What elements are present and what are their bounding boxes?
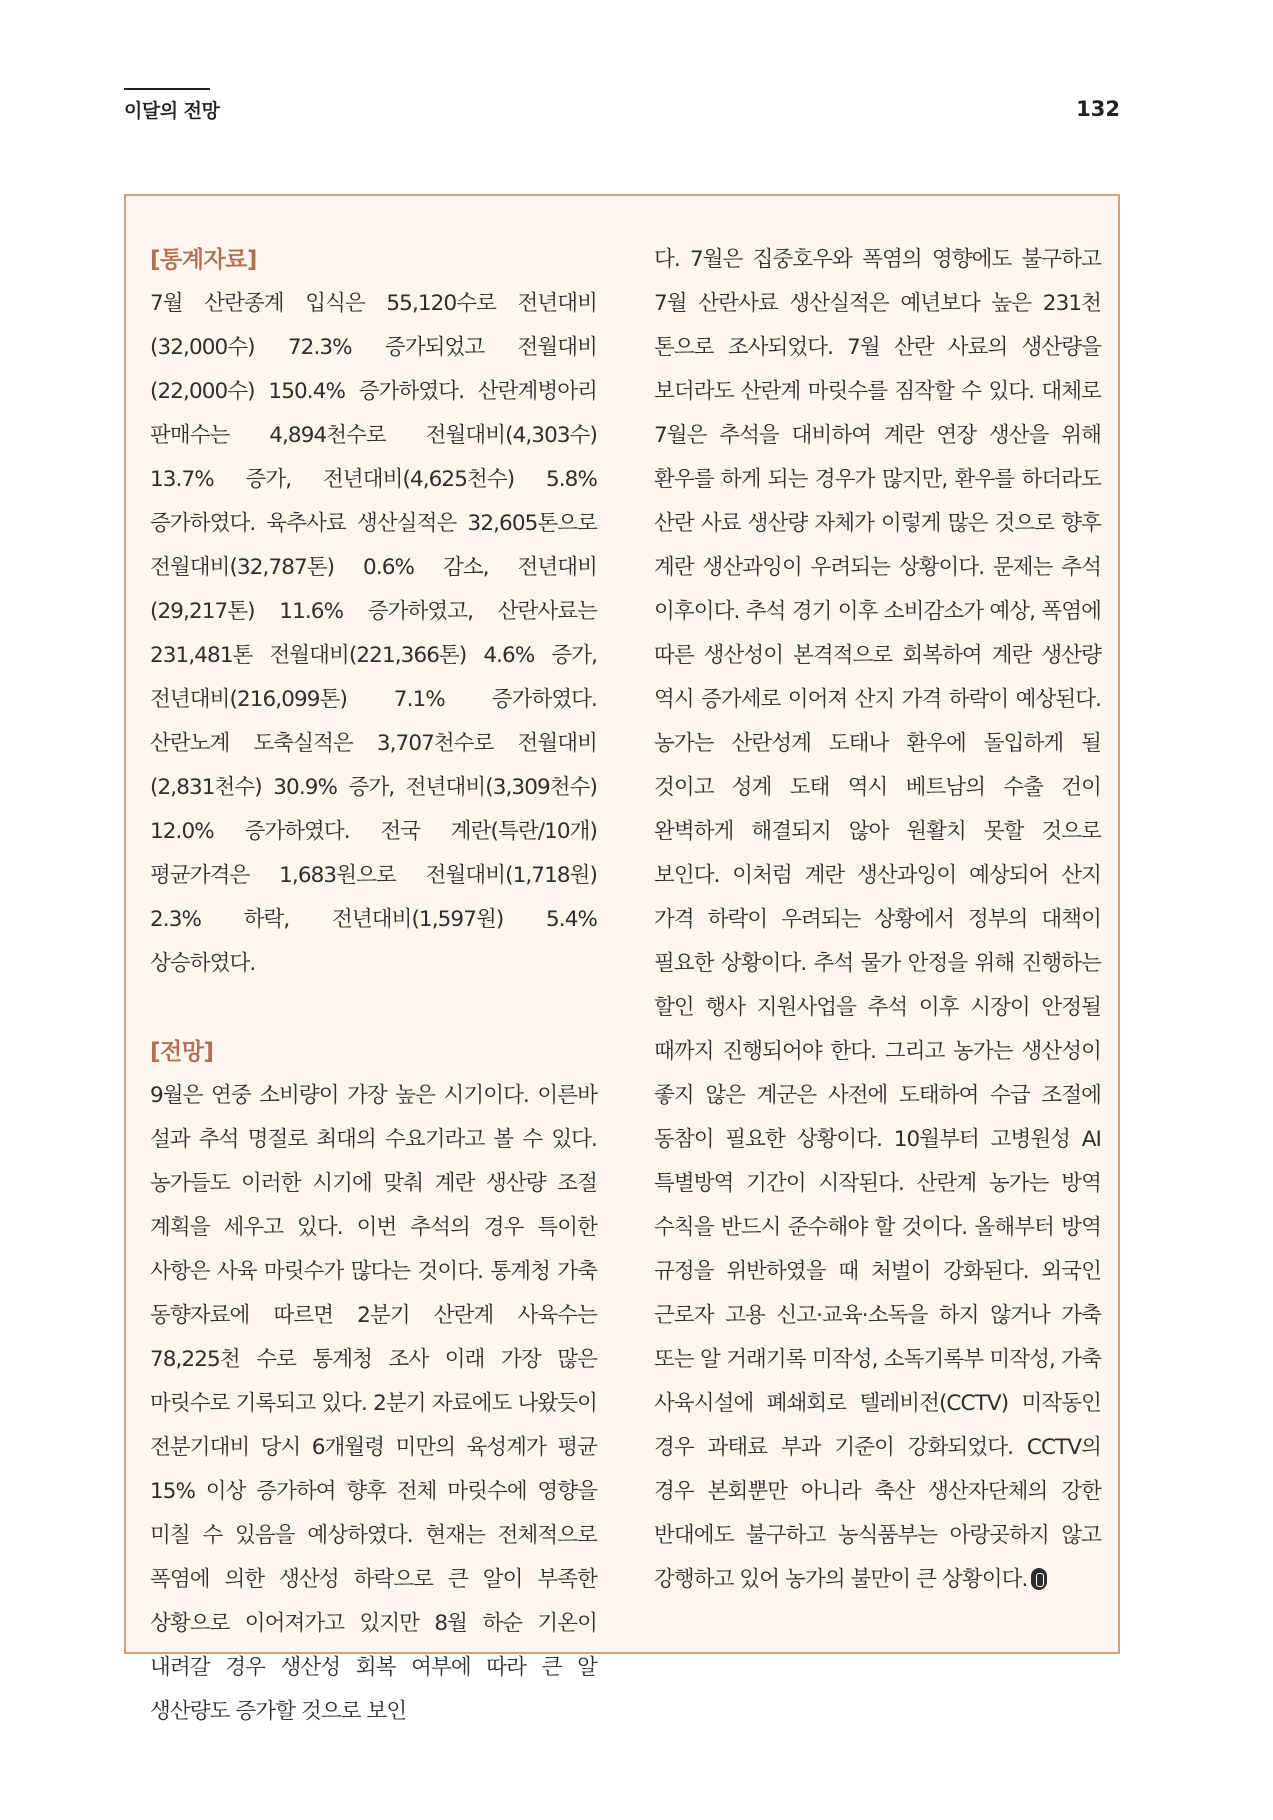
outlook-paragraph-left: 9월은 연중 소비량이 가장 높은 시기이다. 이른바 설과 추석 명절로 최대의 수요기라고 볼 수 있다. 농가들도 이러한 시기에 맞춰 계란 생산량 조절 계획을 세우고 있다. 이번 추석의 경우 특이한 사항은 사육 마릿수가 많다는 것이다. 통계청 가축 동향자료에 따르면 2분기 산란계 사육수는 78,225천 수로 통계청 조사 이래 가장 많은 마릿수로 기록되고 있다. 2분기 자료에도 나왔듯이 전분기대비 당시 6개월령 미만의 육성계가 평균 15% 이상 증가하여 향후 전체 마릿수에 영향을 미칠 수 있음을 예상하였다. 현재는 전체적으로 폭염에 의한 생산성 하락으로 큰 알이 부족한 상황으로 이어져가고 있지만 8월 하순 기온이 내려갈 경우 생산성 회복 여부에 따라 큰 알 생산량도 증가할 것으로 보인: [150, 1083, 597, 1724]
outlook-paragraph-right-wrap: [654, 238, 1101, 1602]
outlook-paragraph-right: 다. 7월은 집중호우와 폭염의 영향에도 불구하고 7월 산란사료 생산실적은 예년보다 높은 231천 톤으로 조사되었다. 7월 산란 사료의 생산량을 보더라도 산란계 마릿수를 짐작할 수 있다. 대체로 7월은 추석을 대비하여 계란 연장 생산을 위해 환우를 하게 되는 경우가 많지만, 환우를 하더라도 산란 사료 생산량 자체가 이렇게 많은 것으로 향후 계란 생산과잉이 우려되는 상황이다. 문제는 추석 이후이다. 추석 경기 이후 소비감소가 예상, 폭염에 따른 생산성이 본격적으로 회복하여 계란 생산량 역시 증가세로 이어져 산지 가격 하락이 예상된다. 농가는 산란성계 도태나 환우에 돌입하게 될 것이고 성계 도태 역시 베트남의 수출 건이 완벽하게 해결되지 않아 원활치 못할 것으로 보인다. 이처럼 계란 생산과잉이 예상되어 산지 가격 하락이 우려되는 상황에서 정부의 대책이 필요한 상황이다. 추석 물가 안정을 위해 진행하는 할인 행사 지원사업을 추석 이후 시장이 안정될 때까지 진행되어야 한다. 그리고 농가는 생산성이 좋지 않은 계군은 사전에 도태하여 수급 조절에 동참이 필요한 상황이다. 10월부터 고병원성 AI 특별방역 기간이 시작된다. 산란계 농가는 방역 수칙을 반드시 준수해야 할 것이다. 올해부터 방역 규정을 위반하였을 때 처벌이 강화된다. 외국인 근로자 고용 신고·교육·소독을 하지 않거나 가축 또는 알 거래기록 미작성, 소독기록부 미작성, 가축 사육시설에 폐쇄회로 텔레비전(CCTV) 미작동인 경우 과태료 부과 기준이 강화되었다. CCTV의 경우 본회뿐만 아니라 축산 생산자단체의 강한 반대에도 불구하고 농식품부는 아랑곳하지 않고 강행하고 있어 농가의 불만이 큰 상황이다.: [654, 247, 1101, 1592]
content-box: [124, 194, 1120, 1724]
header-rule: [124, 88, 210, 90]
outlook-heading: [전망]: [150, 1039, 214, 1065]
stats-paragraph: 7월 산란종계 입식은 55,120수로 전년대비(32,000수) 72.3% 증가되었고 전월대비(22,000수) 150.4% 증가하였다. 산란계병아리 판매수는 4,894천수로 전월대비(4,303수) 13.7% 증가, 전년대비(4,625천수) 5.8% 증가하였다. 육추사료 생산실적은 32,605톤으로 전월대비(32,787톤) 0.6% 감소, 전년대비(29,217톤) 11.6% 증가하였고, 산란사료는 231,481톤 전월대비(221,366톤) 4.6% 증가, 전년대비(216,099톤) 7.1% 증가하였다. 산란노계 도축실적은 3,707천수로 전월대비(2,831천수) 30.9% 증가, 전년대비(3,309천수) 12.0% 증가하였다. 전국 계란(특란/10개) 평균가격은 1,683원으로 전월대비(1,718원) 2.3% 하락, 전년대비(1,597원) 5.4% 상승하였다.: [150, 291, 597, 976]
page-number: 132: [1076, 97, 1120, 121]
article-end-icon: [1031, 1568, 1047, 1590]
section-title: 이달의 전망: [124, 100, 220, 122]
right-column: [654, 238, 1101, 1602]
left-column: [150, 238, 597, 1734]
section-gap: [150, 986, 597, 1030]
stats-heading: [통계자료]: [150, 247, 257, 273]
